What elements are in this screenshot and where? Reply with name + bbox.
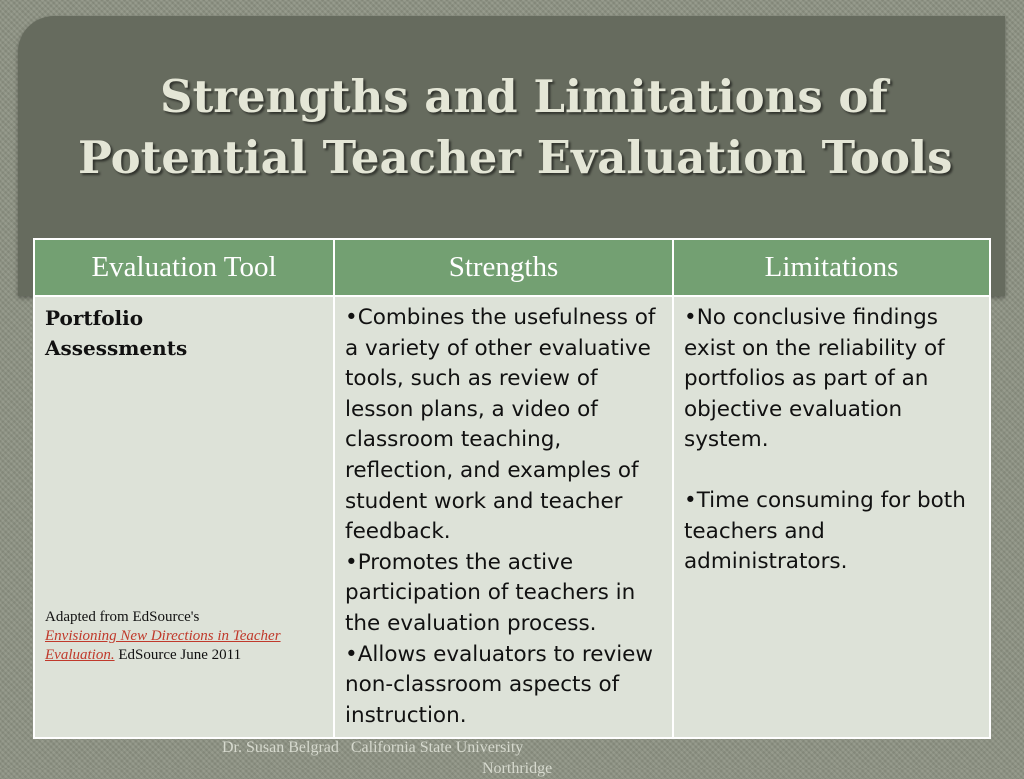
header-limitations: Limitations [673,239,990,296]
footer-text: Dr. Susan Belgrad California State University [222,739,524,756]
header-strengths: Strengths [334,239,673,296]
limitation-item: • No conclusive findings exist on the reliability of portfolios as part of an objective evaluation system. [684,303,979,456]
source-suffix: EdSource June 2011 [118,647,242,663]
strengths-cell [334,296,673,738]
list-spacer [684,456,979,486]
title-line-2: Potential Teacher Evaluation Tools [78,131,953,184]
source-citation [45,608,330,665]
strength-item: • Combines the usefulness of a variety of other evaluative tools, such as review of lesson plans, a video of classroom teaching, reflection, and examples of student work and teacher feedback. [345,303,662,548]
tool-name-line-1: Portfolio [45,306,144,330]
source-prefix: Adapted from EdSource's [45,609,200,625]
header-evaluation-tool: Evaluation Tool [34,239,334,296]
source-reference-link[interactable]: Envisioning New Directions in Teacher Evaluation. [45,628,281,663]
strength-item: • Allows evaluators to review non-classroom aspects of instruction. [345,640,662,732]
slide-title [78,66,978,188]
title-line-1: Strengths and Limitations of [160,70,888,123]
table-row [34,296,990,738]
footer-text-2: Northridge [482,760,553,777]
table-header-row [34,239,990,296]
tool-cell [34,296,334,738]
limitation-item: • Time consuming for both teachers and administrators. [684,486,979,578]
evaluation-table [33,238,991,739]
strength-item: • Promotes the active participation of teachers in the evaluation process. [345,548,662,640]
limitations-cell [673,296,990,738]
tool-name-line-2: Assessments [45,336,188,360]
tool-name [45,303,245,363]
footer-credit [222,737,552,779]
